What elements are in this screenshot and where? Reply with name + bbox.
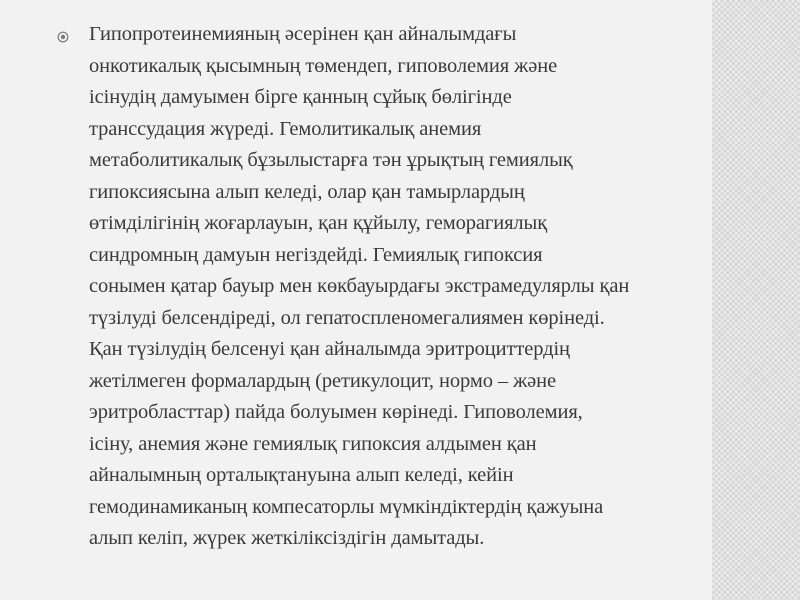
text-line: ісінудің дамуымен бірге қанның сұйық бөлігінде	[89, 86, 512, 108]
text-line: айналымның орталықтануына алып келеді, кейін	[89, 464, 514, 486]
text-line: өтімділігінің жоғарлауын, қан құйылу, геморагиялық	[89, 212, 548, 234]
text-line: гипоксиясына алып келеді, олар қан тамырлардың	[89, 180, 525, 203]
bullet-icon	[57, 31, 69, 43]
text-line: Қан түзілудің белсенуі қан айналымда эритроциттердің	[89, 338, 570, 360]
text-line: түзілуді белсендіреді, ол гепатоспленомегалиямен көрінеді.	[89, 306, 605, 329]
text-line: алып келіп, жүрек жеткіліксіздігін дамытады.	[89, 527, 485, 549]
text-line: метаболитикалық бұзылыстарға тән ұрықтың гемиялық	[89, 149, 573, 171]
slide-body-text	[89, 19, 799, 555]
text-line: жетілмеген формалардың (ретикулоцит, нормо – және	[89, 369, 557, 392]
text-line: гемодинамиканың компесаторлы мүмкіндіктердің қажуына	[89, 495, 604, 518]
text-line: эритробласттар) пайда болуымен көрінеді. Гиповолемия,	[89, 401, 583, 423]
decorative-side-band	[712, 0, 800, 600]
text-line: онкотикалық қысымның төмендеп, гиповолемия және	[89, 54, 558, 77]
text-line: транссудация жүреді. Гемолитикалық анемия	[89, 117, 482, 140]
text-line: синдромның дамуын негіздейді. Гемиялық гипоксия	[89, 243, 543, 266]
text-line: сонымен қатар бауыр мен көкбауырдағы экстрамедулярлы қан	[89, 275, 630, 297]
text-line: ісіну, анемия және гемиялық гипоксия алдымен қан	[89, 432, 537, 455]
text-line: Гипопротеинемияның әсерінен қан айналымдағы	[89, 23, 517, 45]
